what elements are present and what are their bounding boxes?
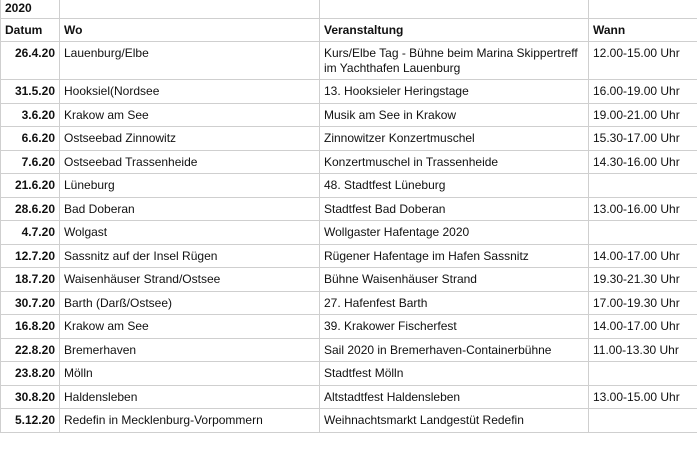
where-cell: Hooksiel(Nordsee [60,80,320,104]
date-cell: 16.8.20 [1,315,60,339]
date-cell: 28.6.20 [1,197,60,221]
event-cell: 39. Krakower Fischerfest [320,315,589,339]
event-cell: Wollgaster Hafentage 2020 [320,221,589,245]
table-row [1,268,697,292]
table-row [1,338,697,362]
where-cell: Ostseebad Trassenheide [60,150,320,174]
when-cell: 14.00-17.00 Uhr [589,244,697,268]
where-cell: Mölln [60,362,320,386]
where-cell: Krakow am See [60,315,320,339]
when-cell: 19.30-21.30 Uhr [589,268,697,292]
where-cell: Bremerhaven [60,338,320,362]
when-cell: 19.00-21.00 Uhr [589,103,697,127]
header-where: Wo [60,18,320,42]
header-when: Wann [589,18,697,42]
table-row [1,197,697,221]
event-cell: Musik am See in Krakow [320,103,589,127]
when-cell: 12.00-15.00 Uhr [589,42,697,80]
where-cell: Ostseebad Zinnowitz [60,127,320,151]
date-cell: 22.8.20 [1,338,60,362]
event-cell: 13. Hooksieler Heringstage [320,80,589,104]
when-cell: 16.00-19.00 Uhr [589,80,697,104]
date-cell: 21.6.20 [1,174,60,198]
when-cell [589,362,697,386]
date-cell: 26.4.20 [1,42,60,80]
event-cell: Zinnowitzer Konzertmuschel [320,127,589,151]
event-cell: Kurs/Elbe Tag - Bühne beim Marina Skippertreff im Yachthafen Lauenburg [320,42,589,80]
when-cell: 17.00-19.30 Uhr [589,291,697,315]
table-row [1,291,697,315]
event-cell: Weihnachtsmarkt Landgestüt Redefin [320,409,589,433]
table-row [1,385,697,409]
date-cell: 6.6.20 [1,127,60,151]
header-row [1,18,697,42]
date-cell: 4.7.20 [1,221,60,245]
where-cell: Haldensleben [60,385,320,409]
event-cell: Stadtfest Bad Doberan [320,197,589,221]
year-label: 2020 [1,0,60,18]
table-row [1,315,697,339]
event-cell: Konzertmuschel in Trassenheide [320,150,589,174]
header-date: Datum [1,18,60,42]
event-cell: Sail 2020 in Bremerhaven-Containerbühne [320,338,589,362]
table-row [1,174,697,198]
when-cell: 11.00-13.30 Uhr [589,338,697,362]
table-row [1,80,697,104]
date-cell: 30.8.20 [1,385,60,409]
header-event: Veranstaltung [320,18,589,42]
when-cell: 13.00-16.00 Uhr [589,197,697,221]
event-cell: Rügener Hafentage im Hafen Sassnitz [320,244,589,268]
where-cell: Lauenburg/Elbe [60,42,320,80]
date-cell: 12.7.20 [1,244,60,268]
event-cell: Stadtfest Mölln [320,362,589,386]
event-cell: Bühne Waisenhäuser Strand [320,268,589,292]
table-row [1,221,697,245]
event-cell: Altstadtfest Haldensleben [320,385,589,409]
table-row [1,127,697,151]
table-row [1,42,697,80]
when-cell: 15.30-17.00 Uhr [589,127,697,151]
where-cell: Bad Doberan [60,197,320,221]
date-cell: 31.5.20 [1,80,60,104]
year-row [1,0,697,18]
where-cell: Krakow am See [60,103,320,127]
where-cell: Wolgast [60,221,320,245]
table-row [1,244,697,268]
where-cell: Redefin in Mecklenburg-Vorpommern [60,409,320,433]
date-cell: 23.8.20 [1,362,60,386]
where-cell: Barth (Darß/Ostsee) [60,291,320,315]
where-cell: Waisenhäuser Strand/Ostsee [60,268,320,292]
when-cell [589,409,697,433]
table-row [1,103,697,127]
where-cell: Sassnitz auf der Insel Rügen [60,244,320,268]
date-cell: 3.6.20 [1,103,60,127]
table-row [1,409,697,433]
when-cell [589,221,697,245]
date-cell: 5.12.20 [1,409,60,433]
when-cell: 13.00-15.00 Uhr [589,385,697,409]
date-cell: 18.7.20 [1,268,60,292]
table-row [1,150,697,174]
date-cell: 30.7.20 [1,291,60,315]
when-cell: 14.30-16.00 Uhr [589,150,697,174]
table-row [1,362,697,386]
date-cell: 7.6.20 [1,150,60,174]
where-cell: Lüneburg [60,174,320,198]
event-cell: 48. Stadtfest Lüneburg [320,174,589,198]
when-cell [589,174,697,198]
when-cell: 14.00-17.00 Uhr [589,315,697,339]
event-cell: 27. Hafenfest Barth [320,291,589,315]
